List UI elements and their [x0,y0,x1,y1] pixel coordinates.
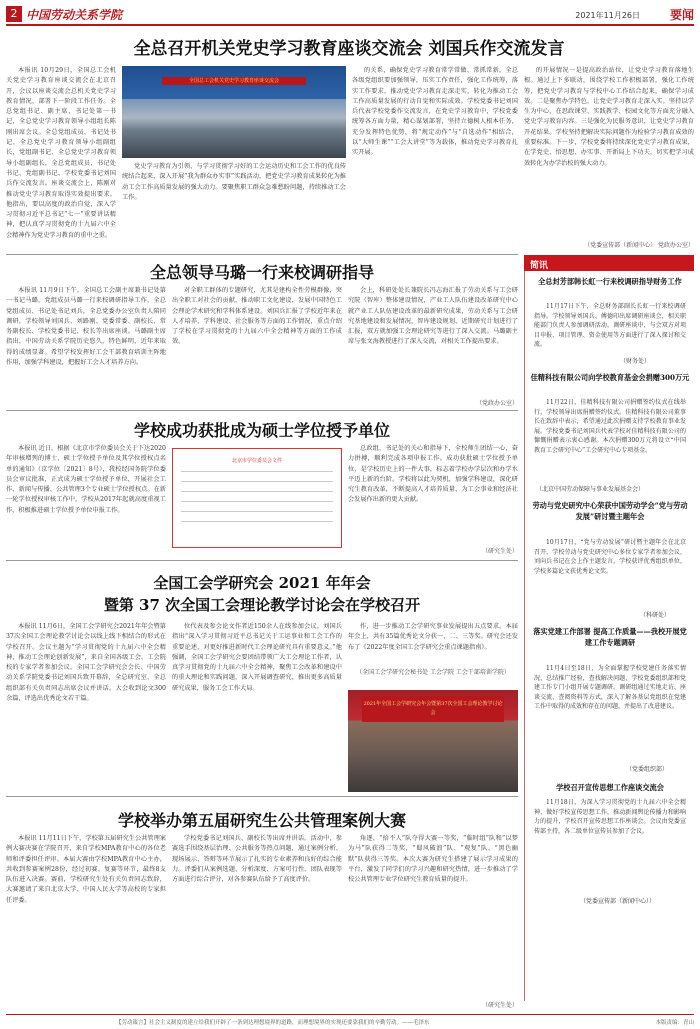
brief-source: （党委组织部） [626,766,669,773]
divider [6,254,518,255]
brief-body: 11月4日至18日，为全面掌握学校党建任务落实情况，总结推广经验，查找解决问题，学校党委组织部和党建工作专门小组开展专题调研。调研组通过实地走访、座谈交流、查阅资料等方式，深入了解各基层党组织在党建工作中取得的成效和存在的问题，并提出了改进建议。 [534,665,686,711]
brief-title: 落实党建工作部署 提高工作质量——我校开展党建工作专题调研 [533,627,687,647]
article1-title: 全总召开机关党史学习教育座谈交流会 刘国兵作交流发言 [133,39,565,59]
photo-banner: 2021年全国工会学研究会年会暨第37次全国工会理论教学讨论会 [362,696,505,722]
article1-col2: 党史学习教育为引领，与学习贯彻学习好的工会运动历史和工会工作的优良传统结合起来，深入开展“我为群众办实事”实践活动，把党史学习教育成果转化为推动工会工作高质量发展的强大动力。要聚焦职工群众急难愁盼问题，持续推动工会工作。 [122,163,346,201]
article5-col1: 本报讯 11月11日下午，学校第五届研究生公共管理案例大赛决赛在学院召开，来自学校MPA教育中心的各位老师和评委担任评审。本届大赛由学校MPA教育中心主办，共收到参赛案例28份，经过初赛、复赛等环节，最终8支队伍进入决赛。赛前，学校研究生处有关负责同志致辞，大赛邀请了来自北京大学、中国人民大学等高校的专家担任评委。 [6,835,166,904]
brief-source: （北京中国劳动保障与事业发展基金会） [536,486,645,493]
article2-col2: 对全职工群体的专题研究，尤其是建构全性劳模群像，突出全职工对社会的贡献，推动职工文化建设，发展中国特色工会理论学术研究和学科体系建设。刘国兵汇报了学校近年来在人才培养、学科建设、社会服务等方面的工作情况，重点介绍了学校在学习贯彻党的十九届六中全会精神等方面的工作成效。 [172,287,342,346]
article1-source: （党委宣传部（新闻中心） 党政办公室） [584,242,694,249]
footer [6,1014,694,1026]
brief-source: （党委宣传部（新闻中心）） [580,898,656,905]
document-image [172,448,342,548]
brief-title: 学校召开宣传思想工作座谈交流会 [556,783,664,792]
brief-title: 佳精科技有限公司向学校教育基金会捐赠300万元 [530,373,690,382]
news-brief-label: 简讯 [530,261,549,271]
article4-title2: 暨第 37 次全国工会理论教学讨论会在学校召开 [103,596,421,614]
brief-title: 全总封芳部韩长虹一行来校调研指导财务工作 [538,277,682,286]
document-title: 北京市学位委员会文件 [231,458,282,464]
photo-banner: 全国总工会机关党史学习教育座谈交流会 [162,77,305,85]
article1-col3: 的关系，确保党史学习教育常学常做、常抓常新。全总各级党组织要加强领导，压实工作责任，强化工作统筹，落实工作要求，推动党史学习教育走深走实，转化为推动工会工作高质量发展的行动自觉和实际成效。学校党委书记刘国兵代表学校党委作交流发言，在党史学习教育中，学校党委统筹各方面力量，精心谋划部署，坚持立德树人根本任务，充分发挥特色优势，将“规定动作”与“自选动作”相结合，以“大师生课”“工会大讲堂”等为载体，推动党史学习教育扎实开展。 [352,67,518,157]
article3-source: （研究生处） [481,548,518,555]
article2-title: 全总领导马璐一行来校调研指导 [149,263,374,282]
divider [6,410,518,411]
footer-editor: 本版责编：青山 [655,1020,694,1026]
article4-col1: 本报讯 11月6日，全国工会学研究会2021年年会暨第37次全国工会理论教学讨论会以线上线下相结合的形式在学校召开。会议主题为“学习贯彻党的十九届六中全会精神，推动工会理论创新发展”，来自全国各级工会、工会院校的专家学者参加会议。全国工会学研究会会长、中国劳动关系学院党委书记刘国兵致开幕辞，全总研究室、全总组织部有关负责同志出席会议并讲话。大会收到论文300余篇，评选出优秀论文若干篇。 [6,623,166,703]
article4-col2: 位代表及参会论文作者近150余人在线参加会议。刘国兵指出“深入学习贯彻习近平总书记关于工运事业和工会工作的重要论述，对更好推进新时代工会理论研究具有重要意义。”他强调，全国工会学研究会要团结带领广大工会理论工作者，认真学习贯彻党的十九届六中全会精神，聚焦工会改革和建设中的重大理论和实践问题，深入开展调查研究，推出更多高质量研究成果，服务工会工作大局。 [172,623,342,692]
article1-col4: 的开展情况一是提高政治站位，让党史学习教育落地生根。通过上下多联动，围绕学校工作积极部署，强化工作统筹，把党史学习教育与学校中心工作结合起来，确保学习成效。二是聚焦办学特色，让党史学习教育走深入实。坚持以学生为中心，在思政课堂、实践教学、校园文化等方面充分融入党史学习教育内容。三是强化为民服务意识，让党史学习教育开花结果。学校坚持把解决实际问题作为检验学习教育成效的重要标准。下一步，学校党委将持续深化党史学习教育成果，在学党史、悟思想、办实事、开新局上下功夫，切实把学习成效转化为办学治校的强大动力。 [524,67,694,167]
article4-source: （全国工会学研究会秘书处 工会学院 工会干部培训学院） [356,669,510,676]
divider [6,796,518,797]
article3-col3: 总政组、书记处的关心和指导下，全校师生团结一心，奋力拼搏，顺利完成各项申报工作。成功获批硕士学位授予单位，是学校历史上的一件大事，标志着学校办学层次和办学水平迈上新的台阶。学校将以此为契机，加强学科建设，深化研究生教育改革，不断提高人才培养质量，为工会事业和经济社会发展作出新的更大贡献。 [348,445,518,504]
article1-photo [122,66,346,158]
article4-title: 全国工会学研究会 2021 年年会 [153,574,371,592]
article5-title: 学校举办第五届研究生公共管理案例大赛 [117,811,406,830]
page-number: 2 [6,6,22,22]
brief-title: 劳动与党史研究中心荣获中国劳动学会“党与劳动发展”研讨暨主题年会 [532,501,688,521]
brief-source: （财务处） [620,358,651,365]
brief-body: 10月17日，“党与劳动发展”研讨暨主题年会在北京召开，学校劳动与党史研究中心多位专家学者参加会议，刘向兵书记在会上作主题发言，学校获评优秀组织单位，学校多篇论文获优秀论文奖。 [534,539,686,575]
issue-date: 2021年11月26日 [575,11,640,20]
article5-col2: 学校党委书记刘国兵、副校长等出席并讲话。活动中，参赛选手围绕基层治理、公共服务等热点问题，通过案例分析、现场展示、答辩等环节展示了扎实的专业素养和良好的综合能力。评委们从案例选题、分析深度、方案可行性、团队表现等方面进行综合评分，对各参赛队伍给予了高度评价。 [172,835,342,884]
article1-col1: 本报讯 10月29日，全国总工会机关党史学习教育座谈交流会在北京召开，会议以座谈交流会总机关党史学习教育情况，部署下一阶段工作任务。全总党组书记、副主席、书记处第一书记，全总党史学习教育领导小组组长陈刚出席会议。全总党组成员、书记处书记，全总党史学习教育领导小组副组长，党组副书记、全总党史学习教育领导小组副组长，全总党组成员、书记处书记、党组副书记、学校党委书记刘国兵作交流发言。座谈交流会上，陈刚对推动党史学习教育取得实效提出要求。他指出，要以高度的政治自觉，深入学习贯彻习近平总书记“七一”重要讲话精神，把认真学习贯彻党的十九届六中全会精神作为党史学习教育的重中之重。 [6,67,116,239]
article4-col3: 作，进一步推动工会学研究事业发展提出五点要求。本届年会上，共有35篇优秀论文分获一、二、三等奖。研究会还发布了《2022年度全国工会学研究会重点课题指南》。 [348,623,518,651]
brief-body: 11月17日下午，全总财务部副长长虹一行来校调研指导。学校领导刘国兵、傅德印出席调研座谈会，相关职能部门负责人参加调研活动。调研座谈中，与会双方对项目申报、项目管理、资金使用等方面进行了深入探讨和交流。 [534,303,686,349]
newspaper-logo: 中国劳动关系学院 [26,8,123,22]
news-brief-header [524,255,694,271]
article2-col1: 本报讯 11月9日下午，全国总工会副主席兼书记处第一书记马璐，党组成员马璐一行来校调研指导工作，全总党组成员、书记处书记刘兵，全总党委办公室负责人陪同调研，学校领导刘国兵、刘路刚、党委常委、副校长、常务副校长、学校党委书记、校长等出席座谈。马璐副主席指出，中国劳动关系学院历史悠久，特色鲜明，近年来取得的成绩显著。希望学校发挥好工会干部教育培训主阵地作用，加强学科建设，把握好工会人才培养方向。 [6,287,166,367]
article5-col3: 角逐，“拾不人”队夺得大赛一等奖，“临时组”队和“以梦为马”队获得二等奖，“蜀风破浪”队、“观复”队、“黑色幽默”队获得三等奖。本次大赛为研究生搭建了展示学习成果的平台，激发了同学们的学习兴趣和研究热情，进一步推动了学校公共管理专业学位研究生教育质量的提升。 [348,835,518,884]
masthead [6,4,694,26]
section-name: 要闻 [669,8,694,22]
article3-title: 学校成功获批成为硕士学位授予单位 [133,421,390,440]
brief-body: 11月22日，佳精科技有限公司捐赠签约仪式在线举行，学校领导出席捐赠签约仪式。佳精科技有限公司董事长在致辞中表示，希望通过此次捐赠支持学校教育事业发展。学校党委书记刘国兵代表学校对佳精科技有限公司的慷慨捐赠表示衷心感谢。本次捐赠300万元将设立“中国教育工会研究中心”工会研究中心专项基金。 [534,399,686,454]
article5-source: （研究生处） [481,1002,518,1009]
brief-body: 11月18日，为深入学习贯彻党的十九届六中全会精神，做好学校宣传思想工作，推动新闻舆论传播力和影响力的提升，学校召开宣传思想工作座谈会。会议由党委宣传部主持，各二级单位宣传员参加了会议。 [534,799,686,835]
article2-source: （党政办公室） [475,400,518,407]
brief-source: （科研处） [640,612,671,619]
article2-col3: 会上，科研处处长兼院长冯志海汇报了劳动关系与工会研究院（智库）整体建设情况，产业工人队伍建设改革研究中心就产业工人队伍建设改革的最新研究成果，劳动关系与工会研究基地建设和发展情况，智库建设规划、近期研究计划进行了汇报，双方就加强工会理论研究等进行了深入交流。马璐副主席与张文海教授进行了深入交流，对相关工作提出要求。 [348,287,518,346]
footer-quote: 【劳动箴言】社会主义制度的建立给我们开辟了一条到达理想境界的道路，而理想境界的实现还要靠我们的辛勤劳动。——毛泽东 [116,1020,430,1026]
divider [6,560,518,561]
article4-photo [348,690,518,792]
article3-col1: 本报讯 近日，根据《北京市学位委员会关于下达2020年审核增列的博士、硕士学位授予单位及其学位授权点名单的通知》（京学位〔2021〕8号），我校经国务院学位委员会审议批准，正式成为硕士学位授予单位，开展社会工作、新闻与传播、公共管理3个专业硕士学位授权点。在新一轮学位授权审核工作中，学校从2017年起就高度重视工作，积极推进硕士学位授予单位申报工作。 [6,445,166,514]
